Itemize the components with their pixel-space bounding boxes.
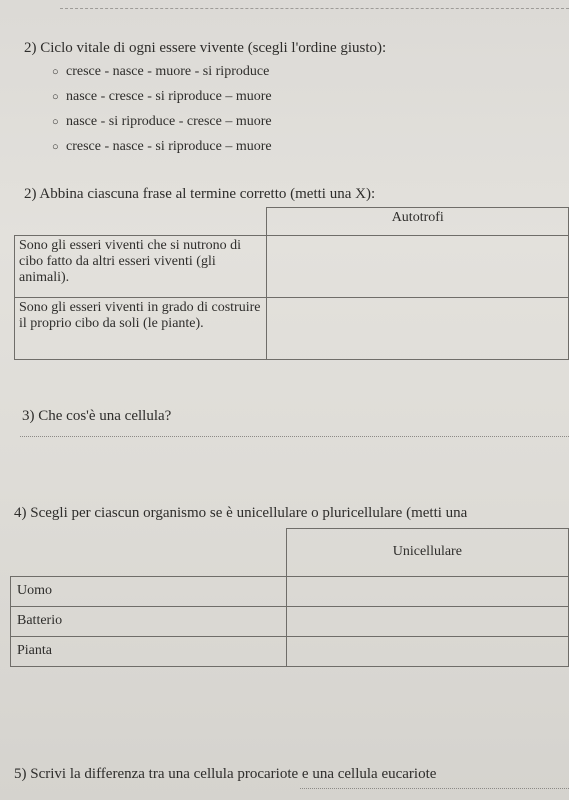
q2-row-2-text: Sono gli esseri viventi in grado di costruire il proprio cibo da soli (le piante).: [15, 298, 267, 360]
q2-row-2-answer-cell[interactable]: [267, 298, 569, 360]
q3-answer-line[interactable]: [20, 436, 569, 437]
q1-option-4-label: cresce - nasce - si riproduce – muore: [66, 139, 272, 154]
table-row: [11, 607, 569, 637]
q2-match-table: [14, 207, 569, 360]
q1-option-1[interactable]: [52, 64, 269, 80]
table-row: [11, 577, 569, 607]
q4-row-uomo-answer-cell[interactable]: [286, 577, 568, 607]
q1-option-3-label: nasce - si riproduce - cresce – muore: [66, 114, 272, 129]
q5-answer-line[interactable]: [300, 788, 569, 789]
table-row: [15, 236, 569, 298]
q1-option-1-label: cresce - nasce - muore - si riproduce: [66, 64, 270, 79]
radio-circle-icon[interactable]: ○: [52, 91, 59, 103]
q2-title: 2) Abbina ciascuna frase al termine corretto (metti una X):: [24, 186, 376, 202]
q3-title: 3) Che cos'è una cellula?: [22, 408, 172, 424]
q4-row-pianta: Pianta: [11, 637, 287, 667]
q4-row-batterio: Batterio: [11, 607, 287, 637]
q4-row-batterio-answer-cell[interactable]: [286, 607, 568, 637]
q4-row-pianta-answer-cell[interactable]: [286, 637, 568, 667]
radio-circle-icon[interactable]: ○: [52, 116, 59, 128]
q4-empty-corner: [11, 529, 287, 577]
table-row: [11, 637, 569, 667]
table-row: [15, 298, 569, 360]
q4-cell-type-table: [10, 528, 569, 667]
q1-option-3[interactable]: [52, 114, 272, 130]
q4-title: 4) Scegli per ciascun organismo se è unicellulare o pluricellulare (metti una: [14, 505, 468, 521]
q1-option-2-label: nasce - cresce - si riproduce – muore: [66, 89, 272, 104]
q1-option-2[interactable]: [52, 89, 272, 105]
q1-option-4[interactable]: [52, 139, 272, 155]
q2-row-1-answer-cell[interactable]: [267, 236, 569, 298]
q2-empty-corner: [15, 208, 267, 236]
q5-title: 5) Scrivi la differenza tra una cellula procariote e una cellula eucariote: [14, 766, 437, 782]
q2-header-autotrofi: Autotrofi: [267, 208, 569, 236]
radio-circle-icon[interactable]: ○: [52, 66, 59, 78]
q2-row-1-text: Sono gli esseri viventi che si nutrono di cibo fatto da altri esseri viventi (gli animali).: [15, 236, 267, 298]
radio-circle-icon[interactable]: ○: [52, 141, 59, 153]
top-dotted-line: [60, 8, 569, 9]
q4-header-unicellulare: Unicellulare: [286, 529, 568, 577]
q4-row-uomo: Uomo: [11, 577, 287, 607]
q1-title: 2) Ciclo vitale di ogni essere vivente (scegli l'ordine giusto):: [24, 40, 387, 56]
